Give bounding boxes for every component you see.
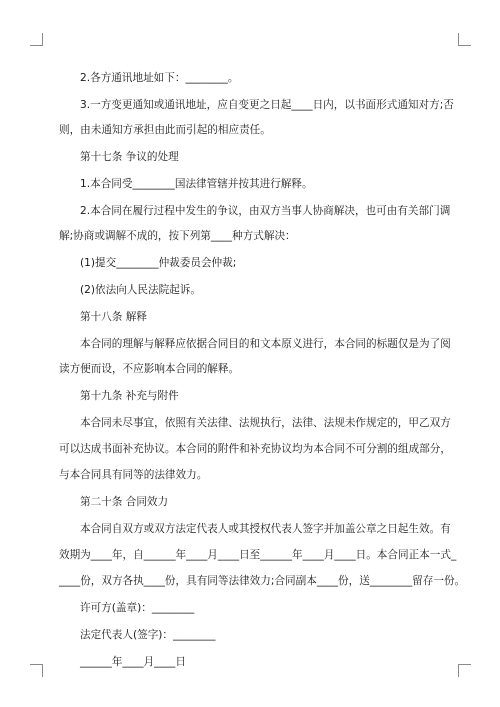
clause-20-heading: 第二十条 合同效力	[80, 496, 169, 508]
clause-19-text-cont-2: 与本合同具有同等的法律效力。	[59, 469, 208, 481]
clause-18-text-cont: 读方便而设，不应影响本合同的解释。	[59, 363, 240, 375]
clause-20-text-cont-1: 效期为____年，自______年____月____日至______年____月____日。本合同正本一式_	[59, 549, 457, 561]
clause-19-text-cont-1: 可以达成书面补充协议。本合同的附件和补充协议均为本合同不可分割的组成部分，	[59, 443, 451, 455]
clause-20-text-cont-2: ____份，双方各执____份，具有同等法律效力;合同副本____份，送________留存一份。	[59, 575, 466, 587]
date-line: ______年____月____日	[80, 656, 186, 668]
clause-17-item-1: 1.本合同受________国法律管辖并按其进行解释。	[80, 178, 313, 190]
crop-mark-top-left	[30, 33, 43, 46]
clause-16-item-2: 2.各方通讯地址如下：________。	[80, 72, 239, 84]
licensor-seal-line: 许可方(盖章)：________	[80, 602, 195, 614]
clause-17-option-1: (1)提交________仲裁委员会仲裁;	[80, 257, 237, 269]
clause-17-option-2: (2)依法向人民法院起诉。	[80, 284, 201, 296]
clause-16-item-3-cont: 则，由未通知方承担由此而引起的相应责任。	[59, 124, 271, 136]
clause-16-item-3: 3.一方变更通知或通讯地址，应自变更之日起____日内，以书面形式通知对方;否	[80, 99, 454, 111]
clause-20-text: 本合同自双方或双方法定代表人或其授权代表人签字并加盖公章之日起生效。有	[80, 523, 451, 535]
clause-18-text: 本合同的理解与解释应依据合同目的和文本原义进行，本合同的标题仅是为了阅	[80, 338, 451, 350]
clause-17-heading: 第十七条 争议的处理	[80, 151, 179, 163]
clause-18-heading: 第十八条 解释	[80, 311, 147, 323]
clause-17-item-2-cont: 解;协商或调解不成的，按下列第____种方式解决：	[59, 230, 296, 242]
crop-mark-bottom-right	[458, 664, 471, 677]
clause-19-text: 本合同未尽事宜，依照有关法律、法规执行，法律、法规未作规定的，甲乙双方	[80, 417, 451, 429]
clause-19-heading: 第十九条 补充与附件	[80, 390, 179, 402]
crop-mark-bottom-left	[30, 664, 43, 677]
crop-mark-top-right	[458, 33, 471, 46]
legal-rep-signature-line: 法定代表人(签字)：________	[80, 629, 216, 641]
clause-17-item-2: 2.本合同在履行过程中发生的争议，由双方当事人协商解决，也可由有关部门调	[80, 205, 451, 217]
